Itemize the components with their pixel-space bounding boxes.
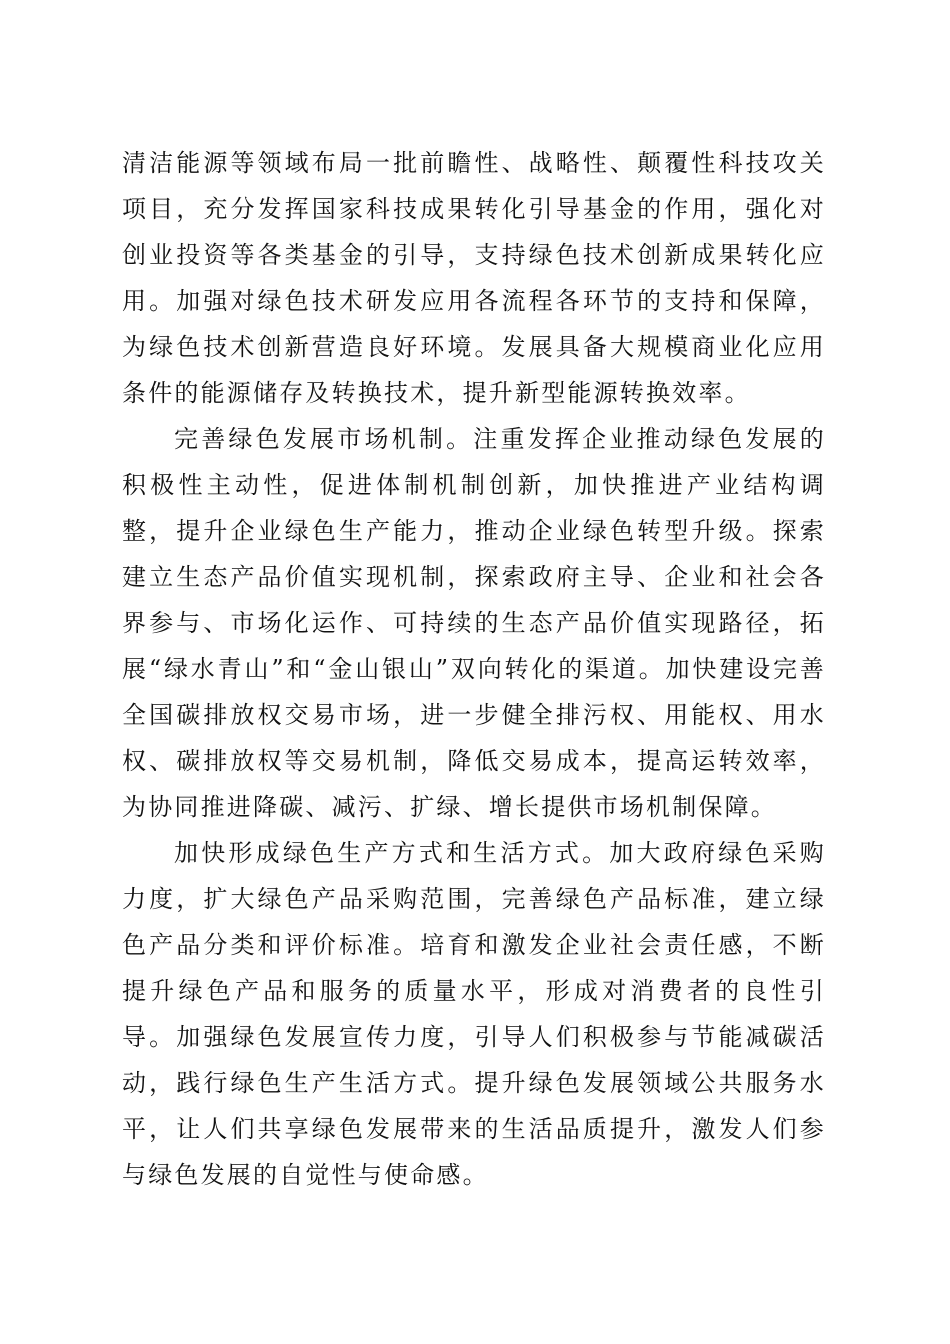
paragraph-continuation: 清洁能源等领域布局一批前瞻性、战略性、颠覆性科技攻关项目，充分发挥国家科技成果转化引导基金的作用，强化对创业投资等各类基金的引导，支持绿色技术创新成果转化应用。加强对绿色技术研发应用各流程各环节的支持和保障，为绿色技术创新营造良好环境。发展具备大规模商业化应用条件的能源储存及转换技术，提升新型能源转换效率。 [122,149,826,407]
document-body [122,140,826,1198]
paragraph-green-lifestyle: 加快形成绿色生产方式和生活方式。加大政府绿色采购力度，扩大绿色产品采购范围，完善绿色产品标准，建立绿色产品分类和评价标准。培育和激发企业社会责任感，不断提升绿色产品和服务的质量水平，形成对消费者的良性引导。加强绿色发展宣传力度，引导人们积极参与节能减碳活动，践行绿色生产生活方式。提升绿色发展领域公共服务水平，让人们共享绿色发展带来的生活品质提升，激发人们参与绿色发展的自觉性与使命感。 [122,839,826,1189]
paragraph-market-mechanism: 完善绿色发展市场机制。注重发挥企业推动绿色发展的积极性主动性，促进体制机制创新，加快推进产业结构调整，提升企业绿色生产能力，推动企业绿色转型升级。探索建立生态产品价值实现机制，探索政府主导、企业和社会各界参与、市场化运作、可持续的生态产品价值实现路径，拓展“绿水青山”和“金山银山”双向转化的渠道。加快建设完善全国碳排放权交易市场，进一步健全排污权、用能权、用水权、碳排放权等交易机制，降低交易成本，提高运转效率，为协同推进降碳、减污、扩绿、增长提供市场机制保障。 [122,425,826,821]
